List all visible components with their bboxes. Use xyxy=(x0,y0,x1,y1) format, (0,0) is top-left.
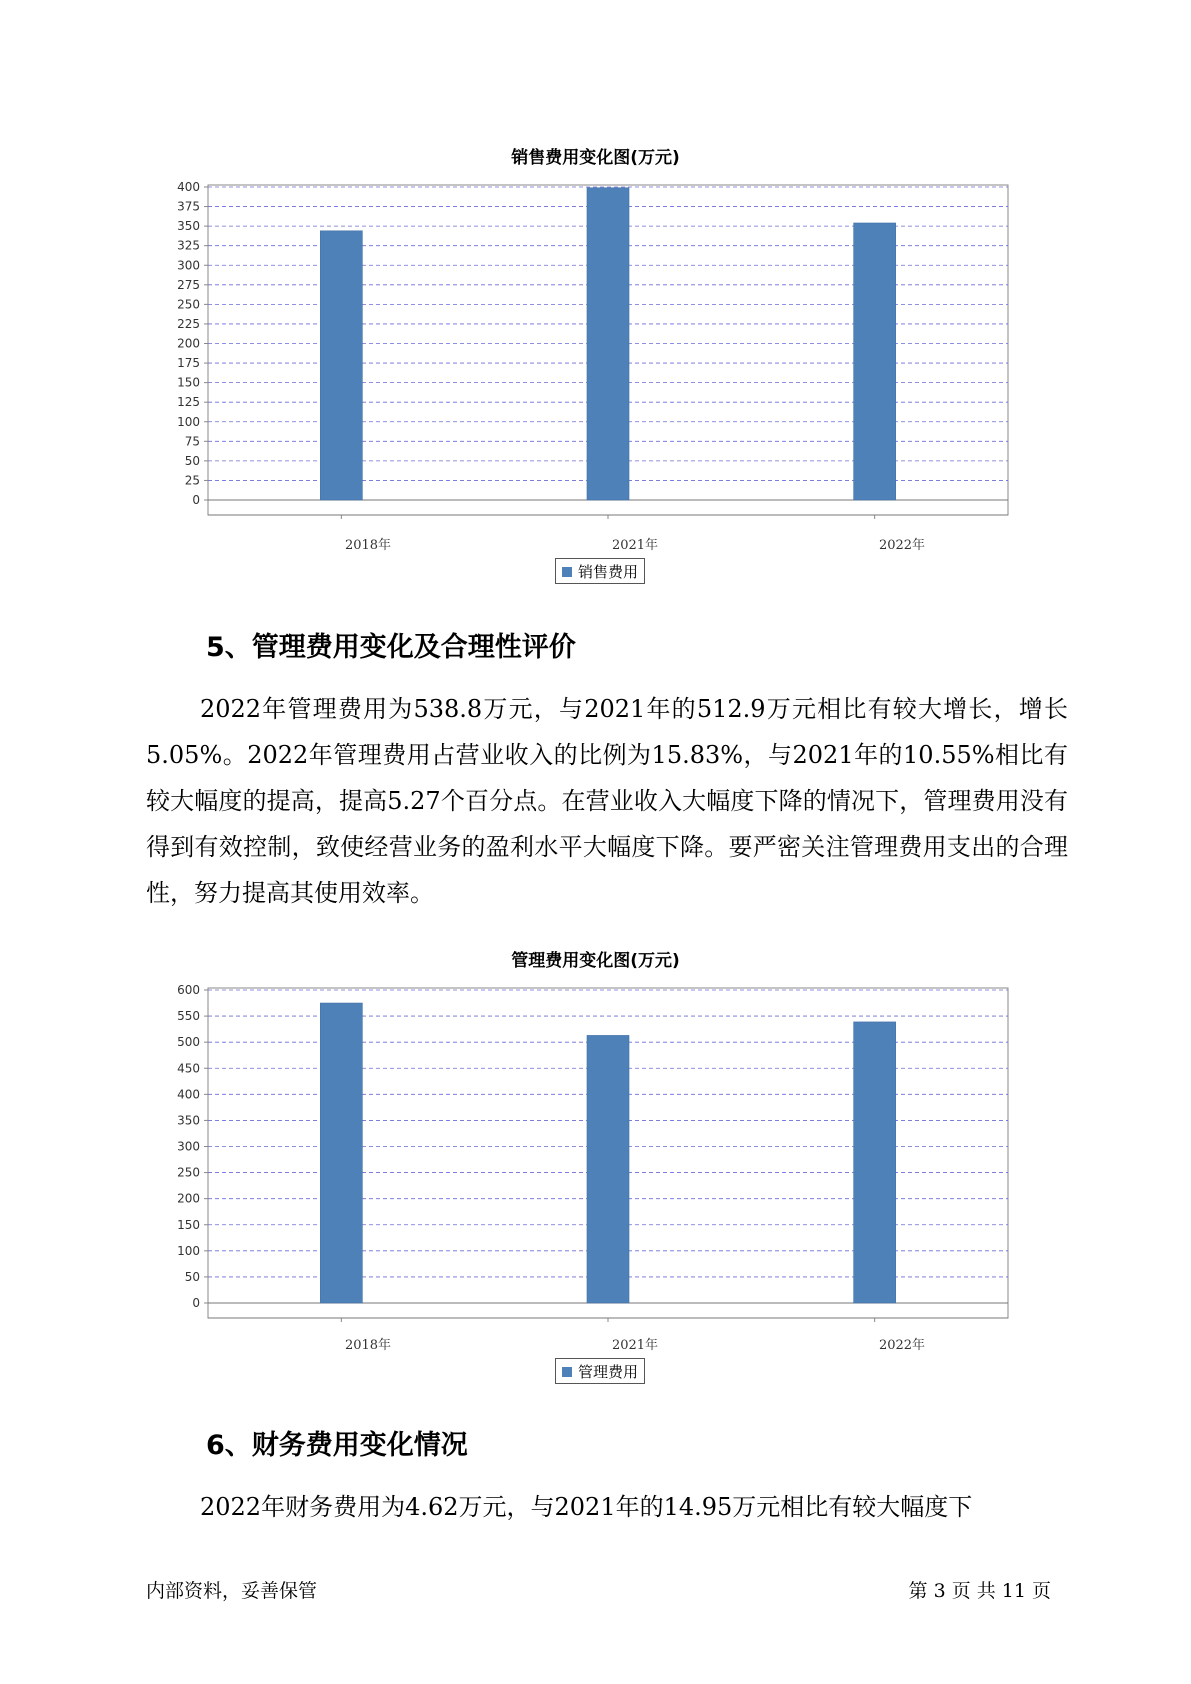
bar xyxy=(587,188,629,500)
y-tick-label: 275 xyxy=(177,277,200,292)
x-tick-label: 2018年 xyxy=(344,1338,392,1353)
section-heading: 6、财务费用变化情况 xyxy=(206,1430,468,1461)
legend-swatch xyxy=(562,567,572,577)
legend-swatch xyxy=(562,1367,572,1377)
y-tick-label: 75 xyxy=(184,434,200,449)
y-tick-label: 300 xyxy=(177,258,200,273)
bar xyxy=(320,231,362,500)
x-tick-label: 2021年 xyxy=(611,1338,659,1353)
y-tick-label: 175 xyxy=(177,356,200,371)
y-tick-label: 550 xyxy=(177,1009,200,1024)
y-tick-label: 50 xyxy=(184,1269,200,1284)
y-tick-label: 350 xyxy=(177,219,200,234)
y-tick-label: 325 xyxy=(177,238,200,253)
y-tick-label: 200 xyxy=(177,1191,200,1206)
legend-label: 管理费用 xyxy=(578,1363,639,1381)
y-tick-label: 400 xyxy=(177,180,200,194)
chart-title: 销售费用变化图(万元) xyxy=(511,148,680,168)
y-tick-label: 500 xyxy=(177,1035,200,1050)
y-tick-label: 0 xyxy=(192,493,200,507)
bar xyxy=(320,1003,362,1303)
y-tick-label: 0 xyxy=(192,1296,200,1310)
bar xyxy=(854,223,896,500)
y-tick-label: 450 xyxy=(177,1061,200,1076)
section-heading: 5、管理费用变化及合理性评价 xyxy=(206,632,576,663)
y-tick-label: 150 xyxy=(177,375,200,390)
y-tick-label: 25 xyxy=(184,473,200,488)
bar xyxy=(854,1022,896,1303)
chart-title: 管理费用变化图(万元) xyxy=(511,951,680,971)
y-tick-label: 400 xyxy=(177,1087,200,1102)
y-tick-label: 150 xyxy=(177,1217,200,1232)
page-number: 第 3 页 共 11 页 xyxy=(908,1580,1051,1602)
chart-legend xyxy=(555,558,645,584)
x-tick-label: 2022年 xyxy=(878,1338,926,1353)
x-tick-label: 2021年 xyxy=(611,538,659,553)
y-tick-label: 250 xyxy=(177,297,200,312)
y-tick-label: 375 xyxy=(177,199,200,214)
body-paragraph: 2022年财务费用为4.62万元，与2021年的14.95万元相比有较大幅度下 xyxy=(200,1493,973,1521)
y-tick-label: 125 xyxy=(177,395,200,410)
footer-confidential: 内部资料，妥善保管 xyxy=(146,1580,318,1602)
y-tick-label: 250 xyxy=(177,1165,200,1180)
sales-expense-chart xyxy=(150,170,1030,520)
x-tick-label: 2022年 xyxy=(878,538,926,553)
x-tick-label: 2018年 xyxy=(344,538,392,553)
chart-legend xyxy=(555,1358,645,1384)
y-tick-label: 300 xyxy=(177,1139,200,1154)
y-tick-label: 100 xyxy=(177,1243,200,1258)
body-paragraph: 2022年管理费用为538.8万元，与2021年的512.9万元相比有较大增长，增长5.05%。2022年管理费用占营业收入的比例为15.83%，与2021年的10.55%相比有较大幅度的提高，提高5.27个百分点。在营业收入大幅度下降的情况下，管理费用没有得到有效控制，致使经营业务的盈利水平大幅度下降。要严密关注管理费用支出的合理性，努力提高其使用效率。 xyxy=(146,695,1068,907)
y-tick-label: 200 xyxy=(177,336,200,351)
management-expense-chart xyxy=(150,973,1030,1323)
y-tick-label: 600 xyxy=(177,983,200,997)
legend-label: 销售费用 xyxy=(578,563,639,581)
y-tick-label: 350 xyxy=(177,1113,200,1128)
bar xyxy=(587,1035,629,1303)
y-tick-label: 225 xyxy=(177,316,200,331)
y-tick-label: 100 xyxy=(177,414,200,429)
y-tick-label: 50 xyxy=(184,453,200,468)
